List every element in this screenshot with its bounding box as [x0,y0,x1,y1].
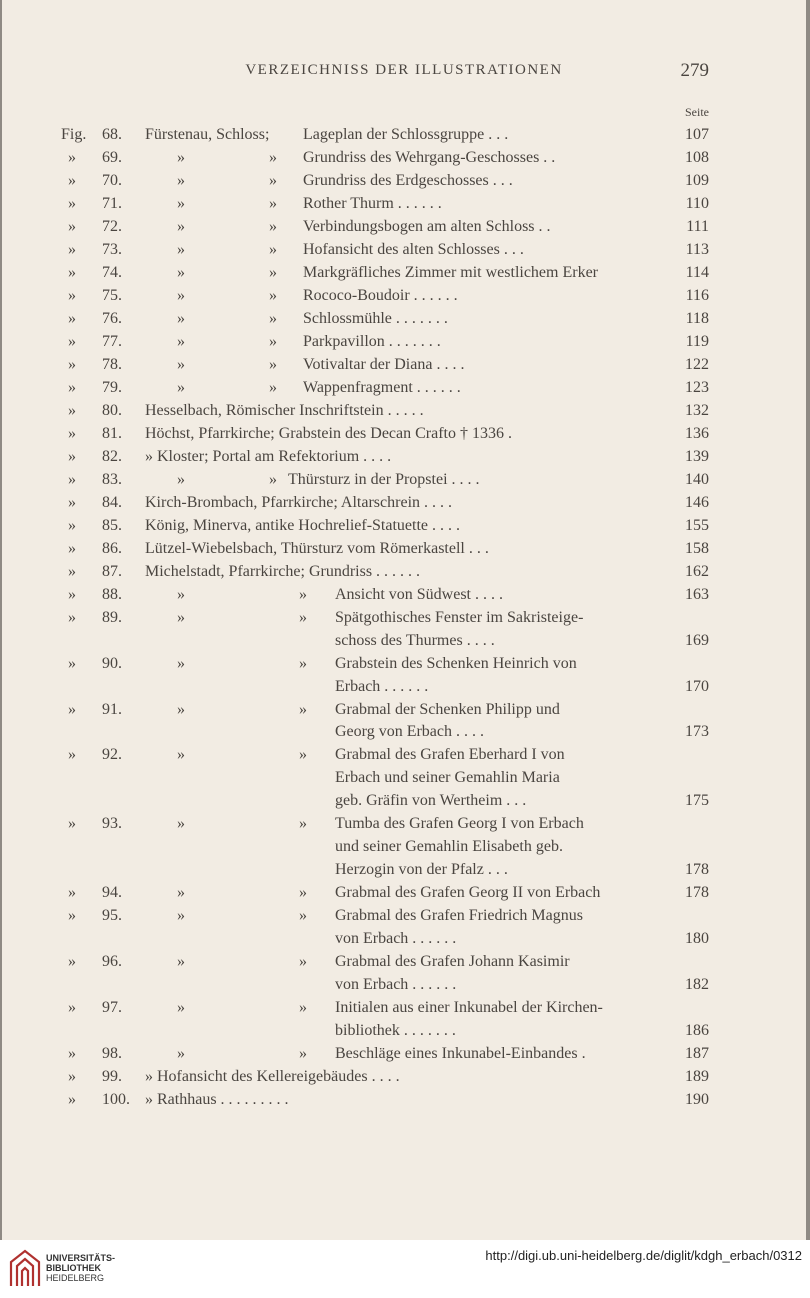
ditto-mark: » [68,608,76,626]
figure-number: 97. [102,999,122,1017]
entry-title: Initialen aus einer Inkunabel der Kirchen- [335,999,603,1017]
entry-page-number: 109 [685,171,709,189]
ditto-mark: » [68,907,76,925]
list-item [2,377,806,399]
entry-page-number: 118 [685,309,709,327]
entry-location: » » [177,470,277,488]
library-logo-icon [8,1248,42,1288]
ditto-mark: » [68,585,76,603]
list-item [2,1066,806,1088]
figure-number: 71. [102,194,122,212]
entry-title: von Erbach . . . . . . [335,976,457,994]
entry-title: Grundriss des Erdgeschosses . . . [303,171,513,189]
entry-location: » » [177,378,277,396]
entry-location: » » [177,608,307,626]
list-item [2,699,806,721]
entry-title: Hofansicht des alten Schlosses . . . [303,240,524,258]
list-item [2,285,806,307]
ditto-mark: » [68,194,76,212]
entry-page-number: 178 [685,884,709,902]
figure-number: 98. [102,1045,122,1063]
entry-location: » » [177,263,277,281]
figure-number: 89. [102,608,122,626]
ditto-mark: » [68,401,76,419]
page-number: 279 [680,60,709,81]
entry-title: Ansicht von Südwest . . . . [335,585,503,603]
entry-location: » » [177,286,277,304]
figure-number: 73. [102,240,122,258]
column-label-seite: Seite [685,105,709,119]
entry-page-number: 139 [685,447,709,465]
entry-location: » » [177,194,277,212]
entry-location: Höchst, Pfarrkirche; Grabstein des Decan Crafto † 1336 . [145,424,512,442]
entry-page-number: 113 [685,240,709,258]
entry-title: geb. Gräfin von Wertheim . . . [335,792,527,810]
figure-number: 93. [102,815,122,833]
entry-title: Grabmal des Grafen Johann Kasimir [335,953,570,971]
ditto-mark: » [68,1068,76,1086]
ditto-mark: » [68,1091,76,1109]
entry-page-number: 136 [685,424,709,442]
figure-number: 81. [102,424,122,442]
figure-number: 79. [102,378,122,396]
list-item [2,538,806,560]
ditto-mark: » [68,286,76,304]
figure-number: 92. [102,746,122,764]
list-item [2,1043,806,1065]
entry-location: » » [177,332,277,350]
list-item [2,308,806,330]
figure-number: 94. [102,884,122,902]
entry-title: Beschläge eines Inkunabel-Einbandes . [335,1045,586,1063]
entry-location: » » [177,217,277,235]
entry-location: » Hofansicht des Kellereigebäudes . . . . [145,1068,400,1086]
entry-location: » » [177,355,277,373]
ditto-mark: » [68,516,76,534]
figure-number: 90. [102,654,122,672]
figure-number: 99. [102,1068,122,1086]
entry-title: Lageplan der Schlossgruppe . . . [303,126,509,143]
list-item [2,147,806,169]
entry-title: Grabmal des Grafen Georg II von Erbach [335,884,601,902]
entry-page-number: 180 [685,930,709,948]
list-item [2,836,806,858]
ditto-mark: » [68,240,76,258]
figure-number: 85. [102,516,122,534]
entry-page-number: 162 [685,562,709,580]
entry-location: » Kloster; Portal am Refektorium . . . . [145,447,392,465]
entry-location: Michelstadt, Pfarrkirche; Grundriss . . . . . . [145,562,421,580]
list-item [2,607,806,629]
list-item [2,653,806,675]
footer-bar [0,1240,810,1298]
entry-page-number: 108 [685,148,709,166]
entry-location: König, Minerva, antike Hochrelief-Statuette . . . . [145,516,461,534]
list-item [2,997,806,1019]
list-item [2,239,806,261]
entry-page-number: 155 [685,516,709,534]
ditto-mark: » [68,424,76,442]
entry-title: Votivaltar der Diana . . . . [303,355,465,373]
entry-title: Tumba des Grafen Georg I von Erbach [335,815,584,833]
entry-title: Parkpavillon . . . . . . . [303,332,441,350]
entry-page-number: 189 [685,1068,709,1086]
entry-title: Grabmal des Grafen Eberhard I von [335,746,565,764]
figure-number: 70. [102,171,122,189]
figure-number: 88. [102,585,122,603]
entry-title: von Erbach . . . . . . [335,930,457,948]
entry-location: » » [177,815,307,833]
list-item [2,813,806,835]
source-url-link[interactable]: http://digi.ub.uni-heidelberg.de/diglit/kdgh_erbach/0312 [485,1248,802,1263]
ditto-mark: » [68,746,76,764]
entry-location: » » [177,585,307,603]
library-name: UNIVERSITÄTS- BIBLIOTHEK HEIDELBERG [46,1253,116,1283]
list-item [2,423,806,445]
entry-page-number: 116 [685,286,709,304]
entry-location: » » [177,999,307,1017]
list-item [2,630,806,652]
entry-title: Erbach und seiner Gemahlin Maria [335,769,560,787]
ditto-mark: » [68,562,76,580]
entry-location: » » [177,171,277,189]
entry-page-number: 186 [685,1022,709,1040]
list-item [2,882,806,904]
ditto-mark: » [68,539,76,557]
entry-page-number: 187 [685,1045,709,1063]
figure-number: 100. [102,1091,130,1109]
figure-number: 68. [102,126,122,143]
page-title: VERZEICHNISS DER ILLUSTRATIONEN [245,62,563,78]
list-item [2,721,806,743]
list-item [2,170,806,192]
ditto-mark: » [68,953,76,971]
entry-page-number: 178 [685,861,709,879]
entry-location: » Rathhaus . . . . . . . . . [145,1091,289,1109]
list-item [2,790,806,812]
entry-title: Markgräfliches Zimmer mit westlichem Erker [303,263,599,281]
figure-number: 69. [102,148,122,166]
figure-number: 84. [102,493,122,511]
entry-page-number: 163 [685,585,709,603]
list-item [2,767,806,789]
entry-page-number: 140 [685,470,709,488]
ditto-mark: » [68,171,76,189]
entry-page-number: 158 [685,539,709,557]
entry-page-number: 111 [686,217,709,235]
list-item [2,446,806,468]
entry-page-number: 175 [685,792,709,810]
figure-prefix: Fig. [61,126,87,143]
entry-location: Lützel-Wiebelsbach, Thürsturz vom Römerkastell . . . [145,539,489,557]
entry-page-number: 132 [685,401,709,419]
list-item [2,331,806,353]
ditto-mark: » [68,815,76,833]
ditto-mark: » [68,493,76,511]
entry-location: » » [177,907,307,925]
entry-title: Grabmal der Schenken Philipp und [335,700,560,718]
entry-location: » » [177,1045,307,1063]
figure-number: 91. [102,700,122,718]
figure-number: 82. [102,447,122,465]
figure-number: 87. [102,562,122,580]
entry-location: » » [177,884,307,902]
list-item [2,193,806,215]
ditto-mark: » [68,447,76,465]
ditto-mark: » [68,654,76,672]
entry-page-number: 122 [685,355,709,373]
figure-number: 78. [102,355,122,373]
entry-location: » » [177,240,277,258]
entry-title: Schlossmühle . . . . . . . [303,309,448,327]
list-item [2,676,806,698]
entry-location: Kirch-Brombach, Pfarrkirche; Altarschrein . . . . [145,493,453,511]
ditto-mark: » [68,217,76,235]
list-item [2,1089,806,1111]
entry-title: Thürsturz in der Propstei . . . . [288,470,480,488]
ditto-mark: » [68,884,76,902]
entry-title: und seiner Gemahlin Elisabeth geb. [335,838,563,856]
entry-location: Hesselbach, Römischer Inschriftstein . . . . . [145,401,424,419]
list-item [2,744,806,766]
entry-page-number: 107 [685,126,709,143]
ditto-mark: » [68,263,76,281]
entry-page-number: 169 [685,631,709,649]
entry-page-number: 173 [685,723,709,741]
list-item [2,1020,806,1042]
entry-location: » » [177,309,277,327]
figure-number: 83. [102,470,122,488]
entry-page-number: 123 [685,378,709,396]
list-item [2,400,806,422]
entry-page-number: 119 [685,332,709,350]
entry-title: schoss des Thurmes . . . . [335,631,495,649]
list-item [2,492,806,514]
entry-page-number: 190 [685,1091,709,1109]
ditto-mark: » [68,470,76,488]
entry-title: Georg von Erbach . . . . [335,723,484,741]
list-item [2,928,806,950]
entry-title: Grabstein des Schenken Heinrich von [335,654,577,672]
entry-page-number: 110 [685,194,709,212]
entry-title: Verbindungsbogen am alten Schloss . . [303,217,551,235]
entry-title: Herzogin von der Pfalz . . . [335,861,508,879]
list-item [2,469,806,491]
list-item [2,124,806,146]
ditto-mark: » [68,309,76,327]
entry-title: Rococo-Boudoir . . . . . . [303,286,458,304]
ditto-mark: » [68,1045,76,1063]
list-item [2,354,806,376]
entry-location: » » [177,654,307,672]
entry-title: Erbach . . . . . . [335,677,429,695]
entry-location: » » [177,953,307,971]
entry-title: bibliothek . . . . . . . [335,1022,456,1040]
entry-page-number: 170 [685,677,709,695]
document-page [2,0,806,1240]
figure-number: 96. [102,953,122,971]
figure-number: 95. [102,907,122,925]
list-item [2,262,806,284]
figure-number: 86. [102,539,122,557]
list-item [2,974,806,996]
entry-title: Grundriss des Wehrgang-Geschosses . . [303,148,556,166]
entry-location: » » [177,700,307,718]
entry-location: » » [177,746,307,764]
entry-location: Fürstenau, Schloss; [145,126,270,143]
figure-number: 77. [102,332,122,350]
list-item [2,905,806,927]
ditto-mark: » [68,378,76,396]
figure-number: 75. [102,286,122,304]
entry-title: Spätgothisches Fenster im Sakristeige- [335,608,584,626]
list-item [2,584,806,606]
ditto-mark: » [68,999,76,1017]
list-item [2,561,806,583]
entry-page-number: 146 [685,493,709,511]
entry-title: Grabmal des Grafen Friedrich Magnus [335,907,583,925]
list-item [2,515,806,537]
figure-number: 76. [102,309,122,327]
ditto-mark: » [68,148,76,166]
entry-title: Wappenfragment . . . . . . [303,378,461,396]
list-item [2,216,806,238]
entry-page-number: 114 [685,263,709,281]
entry-title: Rother Thurm . . . . . . [303,194,442,212]
list-item [2,859,806,881]
ditto-mark: » [68,332,76,350]
ditto-mark: » [68,700,76,718]
figure-number: 72. [102,217,122,235]
list-item [2,951,806,973]
entry-location: » » [177,148,277,166]
figure-number: 80. [102,401,122,419]
figure-number: 74. [102,263,122,281]
ditto-mark: » [68,355,76,373]
entry-page-number: 182 [685,976,709,994]
